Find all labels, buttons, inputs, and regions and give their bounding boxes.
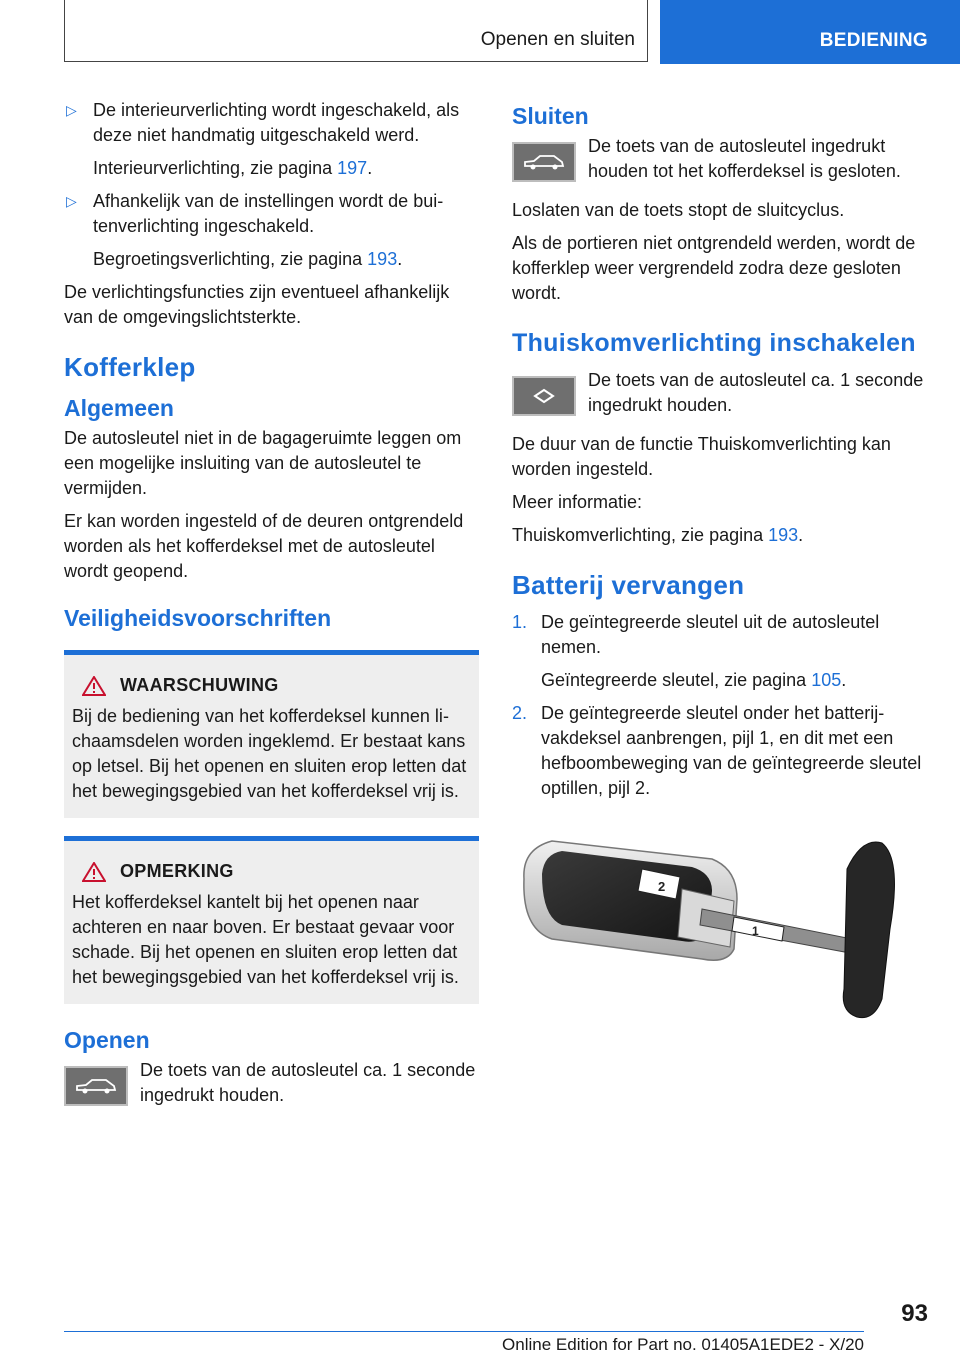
warning-title: WAARSCHUWING bbox=[120, 675, 279, 695]
triangle-bullet-icon: ▷ bbox=[66, 193, 77, 209]
warning-text: Bij de bediening van het kofferdeksel kunnen lichaamsdelen worden ingeklemd. Er bestaat kans op letsel. Bij het openen en sluiten erop letten dat het bewegingsgebied van het kofferdeksel vrij is. bbox=[72, 706, 467, 801]
header-section-tab bbox=[660, 0, 960, 64]
page-header-title: Openen en sluiten bbox=[480, 29, 635, 50]
tailgate-button-icon bbox=[512, 142, 576, 182]
cross-reference: Interieurverlichting, zie pagina 197. bbox=[93, 158, 373, 178]
arrow-2-label: 2 bbox=[658, 879, 666, 894]
paragraph: Meer informatie: bbox=[512, 492, 643, 512]
paragraph: Als de portieren niet ontgrendeld werden, wordt de kofferklep weer vergrendeld zodra deze gesloten wordt. bbox=[512, 233, 916, 303]
note-header bbox=[72, 861, 471, 882]
note-text: Het kofferdeksel kantelt bij het openen naar achteren en naar boven. Er bestaat gevaar voor schade. Bij het openen en sluiten erop letten dat het bewegingsgebied van het kofferdeksel vrij is. bbox=[72, 892, 459, 987]
left-column bbox=[64, 98, 479, 1118]
heading-sluiten: Sluiten bbox=[512, 103, 589, 129]
warning-triangle-icon bbox=[82, 676, 106, 696]
header-title-box bbox=[64, 0, 648, 62]
heading-batterij-vervangen: Batterij vervangen bbox=[512, 570, 745, 600]
page-number: 93 bbox=[901, 1300, 928, 1327]
edition-footer: Online Edition for Part no. 01405A1EDE2 - X/20 bbox=[502, 1335, 864, 1354]
key-instruction-text: De toets van de autosleutel ca. 1 seconde ingedrukt houden. bbox=[140, 1060, 476, 1105]
heading-algemeen: Algemeen bbox=[64, 395, 174, 421]
page-link[interactable]: 193 bbox=[768, 525, 799, 545]
paragraph: Er kan worden ingesteld of de deuren ontgrendeld worden als het kofferdeksel met de autosleutel wordt geopend. bbox=[64, 511, 464, 581]
step-number: 1. bbox=[512, 612, 528, 632]
paragraph: De verlichtingsfuncties zijn eventueel afhankelijk van de omgevingslichtsterkte. bbox=[64, 282, 450, 327]
arrow-1-label: 1 bbox=[752, 924, 759, 938]
heading-veiligheidsvoorschriften: Veiligheidsvoorschriften bbox=[64, 605, 332, 631]
page-link[interactable]: 193 bbox=[367, 249, 398, 269]
list-item bbox=[64, 189, 479, 272]
page-link[interactable]: 197 bbox=[337, 158, 368, 178]
note-title: OPMERKING bbox=[120, 861, 234, 881]
key-instruction bbox=[512, 368, 927, 418]
key-instruction-text: De toets van de autosleutel ingedrukt houden tot het kofferdeksel is gesloten. bbox=[588, 136, 901, 181]
bullet-text: De interieurverlichting wordt ingeschakeld, als deze niet handmatig uitgeschakeld werd. bbox=[93, 100, 460, 145]
heading-openen: Openen bbox=[64, 1027, 150, 1053]
key-instruction bbox=[64, 1058, 479, 1108]
home-light-button-icon bbox=[512, 376, 576, 416]
triangle-bullet-icon: ▷ bbox=[66, 102, 77, 118]
cross-reference: Geïntegreerde sleutel, zie pagina 105. bbox=[541, 670, 847, 690]
paragraph: Loslaten van de toets stopt de sluitcyclus. bbox=[512, 200, 845, 220]
footer-divider bbox=[64, 1331, 864, 1332]
key-battery-illustration bbox=[512, 829, 927, 1034]
heading-thuiskomverlichting: Thuiskomverlichting inschakelen bbox=[512, 329, 916, 357]
list-item bbox=[512, 610, 927, 693]
paragraph: De autosleutel niet in de bagageruimte leggen om een mogelijke insluiting van de autosleutel te vermijden. bbox=[64, 428, 462, 498]
cross-reference: Thuiskomverlichting, zie pagina 193. bbox=[512, 525, 804, 545]
key-instruction bbox=[512, 134, 927, 184]
key-instruction-text: De toets van de autosleutel ca. 1 seconde ingedrukt houden. bbox=[588, 370, 924, 415]
right-column bbox=[512, 98, 927, 1034]
list-item bbox=[64, 98, 479, 181]
tailgate-button-icon bbox=[64, 1066, 128, 1106]
note-box bbox=[64, 836, 479, 1004]
list-item bbox=[512, 701, 927, 801]
section-name: BEDIENING bbox=[819, 30, 928, 51]
heading-kofferklep: Kofferklep bbox=[64, 352, 196, 382]
warning-box bbox=[64, 650, 479, 818]
cross-reference: Begroetingsverlichting, zie pagina 193. bbox=[93, 249, 403, 269]
warning-triangle-icon bbox=[82, 862, 106, 882]
page-link[interactable]: 105 bbox=[811, 670, 842, 690]
paragraph: De duur van de functie Thuiskomverlichting kan worden ingesteld. bbox=[512, 434, 891, 479]
step-text: De geïntegreerde sleutel onder het batterijvakdeksel aanbrengen, pijl 1, en dit met een hefboombeweging van de geïntegreerde sleutel optillen, pijl 2. bbox=[541, 703, 922, 798]
bullet-text: Afhankelijk van de instellingen wordt de buitenverlichting ingeschakeld. bbox=[93, 191, 444, 236]
warning-header bbox=[72, 675, 471, 696]
step-text: De geïntegreerde sleutel uit de autosleutel nemen. bbox=[541, 612, 880, 657]
step-number: 2. bbox=[512, 703, 528, 723]
